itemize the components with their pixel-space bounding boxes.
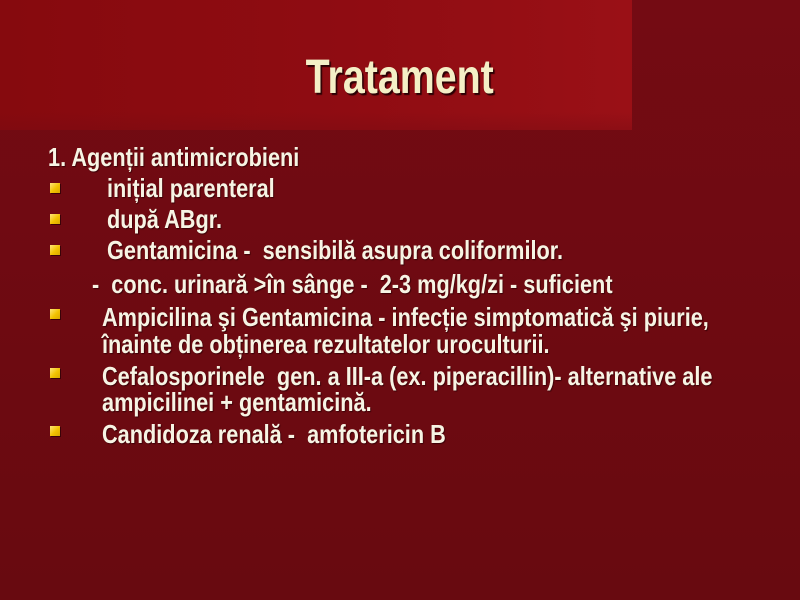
square-bullet-icon [50, 183, 60, 193]
bullet-text: Gentamicina - sensibilă asupra coliformilor. [107, 235, 564, 265]
square-bullet-icon [50, 309, 60, 319]
section-heading: 1. Agenții antimicrobieni [48, 142, 300, 172]
bullet-text-continuation: înainte de obținerea rezultatelor uroculturii. [102, 329, 550, 359]
bullet-text: Ampicilina şi Gentamicina - infecție simptomatică şi piurie, [102, 302, 709, 332]
bullet-text: Cefalosporinele gen. a III-a (ex. piperacillin)- alternative ale [102, 361, 713, 391]
square-bullet-icon [50, 368, 60, 378]
slide-title [0, 51, 800, 104]
sub-item-text: - conc. urinară >în sânge - 2-3 mg/kg/zi - suficient [92, 269, 613, 299]
bullet-text: inițial parenteral [107, 173, 275, 203]
bullet-text-continuation: ampicilinei + gentamicină. [102, 387, 372, 417]
slide-title-text: Tratament [305, 51, 495, 104]
square-bullet-icon [50, 245, 60, 255]
square-bullet-icon [50, 214, 60, 224]
bullet-text: după ABgr. [107, 204, 222, 234]
square-bullet-icon [50, 426, 60, 436]
bullet-text: Candidoza renală - amfotericin B [102, 419, 446, 449]
